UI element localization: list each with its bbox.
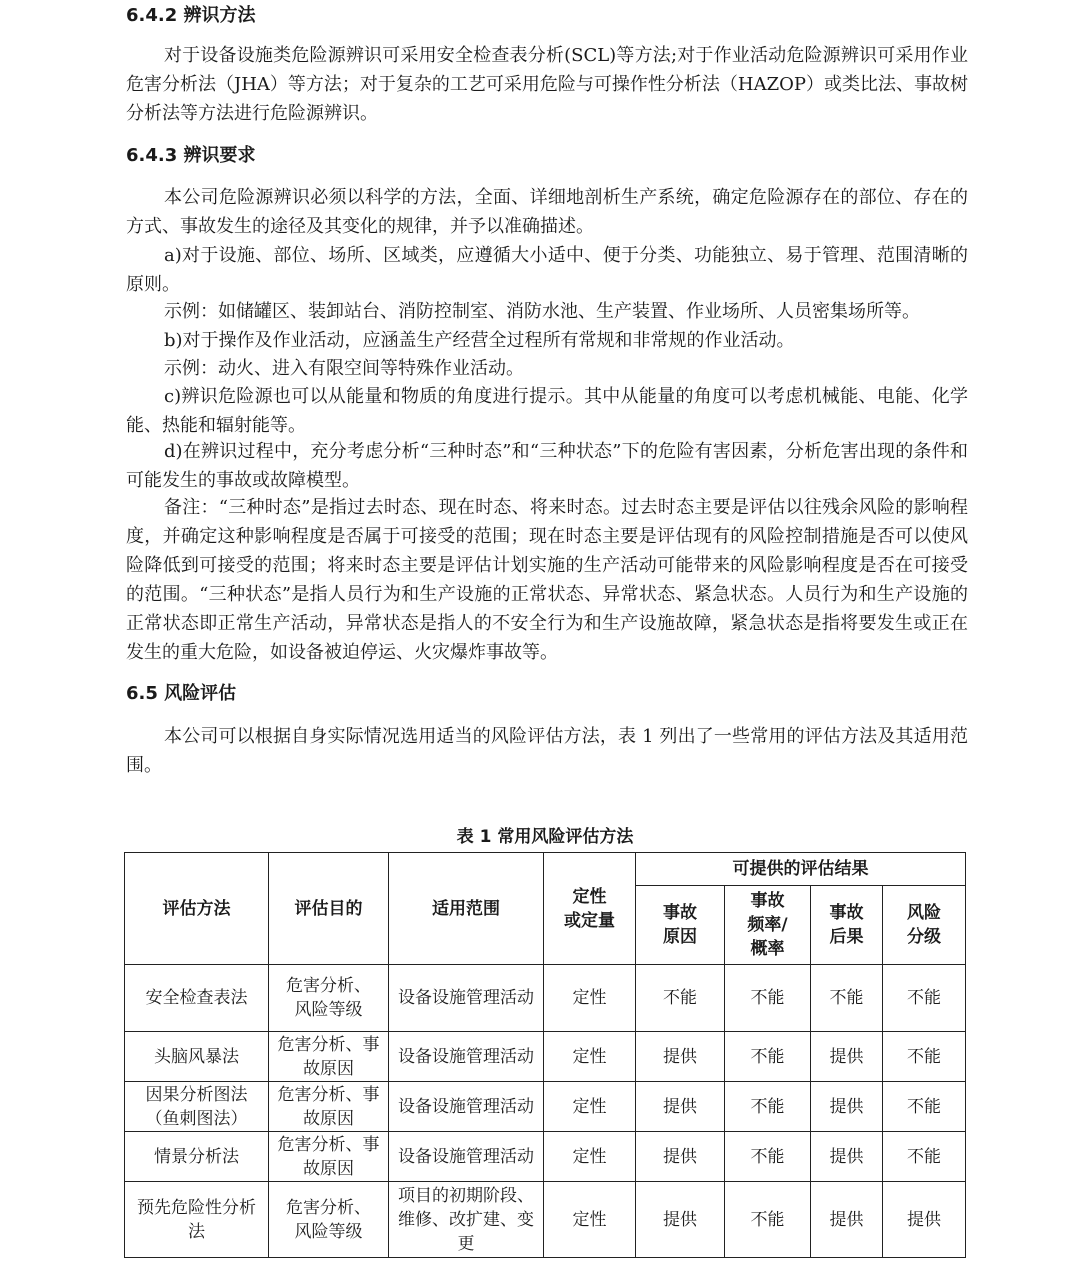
- paragraph-item-c: c)辨识危险源也可以从能量和物质的角度进行提示。其中从能量的角度可以考虑机械能、电能、化学能、热能和辐射能等。: [126, 386, 968, 436]
- cell-consequence: 不能: [811, 965, 883, 1032]
- risk-assessment-table: [124, 852, 966, 1258]
- cell-purpose: 危害分析、事 故原因: [269, 1132, 389, 1182]
- cell-scope: 设备设施管理活动: [389, 1082, 544, 1132]
- paragraph-risk-assessment: 本公司可以根据自身实际情况选用适当的风险评估方法，表 1 列出了一些常用的评估方法及其适用范围。: [126, 726, 968, 776]
- header-scope: 适用范围: [389, 853, 544, 965]
- cell-scope: 设备设施管理活动: [389, 1032, 544, 1082]
- cell-cause: 提供: [636, 1082, 725, 1132]
- paragraph-note: 备注：“三种时态”是指过去时态、现在时态、将来时态。过去时态主要是评估以往残余风险的影响程度，并确定这种影响程度是否属于可接受的范围；现在时态主要是评估现有的风险控制措施是否可以使风险降低到可接受的范围；将来时态主要是评估计划实施的生产活动可能带来的风险影响程度是否在可接受的范围。“三种状态”是指人员行为和生产设施的正常状态、异常状态、紧急状态。人员行为和生产设施的正常状态即正常生产活动，异常状态是指人的不安全行为和生产设施故障，紧急状态是指将要发生或正在发生的重大危险，如设备被迫停运、火灾爆炸事故等。: [126, 497, 968, 663]
- cell-risk-grade: 不能: [883, 1082, 966, 1132]
- paragraph-example-2: 示例：动火、进入有限空间等特殊作业活动。: [164, 358, 524, 379]
- cell-risk-grade: 不能: [883, 1032, 966, 1082]
- paragraph-example-1: 示例：如储罐区、装卸站台、消防控制室、消防水池、生产装置、作业场所、人员密集场所等。: [164, 301, 920, 322]
- cell-cause: 不能: [636, 965, 725, 1032]
- header-qualitative: 定性 或定量: [544, 853, 636, 965]
- header-risk-grade: 风险 分级: [883, 886, 966, 965]
- cell-cause: 提供: [636, 1182, 725, 1258]
- cell-risk-grade: 提供: [883, 1182, 966, 1258]
- paragraph-requirements-intro: 本公司危险源辨识必须以科学的方法，全面、详细地剖析生产系统，确定危险源存在的部位、存在的方式、事故发生的途径及其变化的规律，并予以准确描述。: [126, 187, 968, 237]
- table-caption: 表 1 常用风险评估方法: [456, 827, 634, 847]
- table-row: [125, 1082, 966, 1132]
- heading-6-5: 6.5 风险评估: [126, 683, 237, 704]
- heading-6-4-2: 6.4.2 辨识方法: [126, 5, 256, 26]
- cell-consequence: 提供: [811, 1132, 883, 1182]
- cell-method: 安全检查表法: [125, 965, 269, 1032]
- table-row: [125, 965, 966, 1032]
- cell-qualitative: 定性: [544, 1182, 636, 1258]
- cell-cause: 提供: [636, 1132, 725, 1182]
- cell-qualitative: 定性: [544, 1082, 636, 1132]
- cell-cause: 提供: [636, 1032, 725, 1082]
- cell-consequence: 提供: [811, 1082, 883, 1132]
- header-method: 评估方法: [125, 853, 269, 965]
- header-purpose: 评估目的: [269, 853, 389, 965]
- cell-frequency: 不能: [725, 1082, 811, 1132]
- cell-risk-grade: 不能: [883, 965, 966, 1032]
- table-row: [125, 1032, 966, 1082]
- cell-purpose: 危害分析、 风险等级: [269, 1182, 389, 1258]
- paragraph-item-b: b)对于操作及作业活动，应涵盖生产经营全过程所有常规和非常规的作业活动。: [164, 330, 795, 351]
- cell-frequency: 不能: [725, 965, 811, 1032]
- paragraph-identification-methods: 对于设备设施类危险源辨识可采用安全检查表分析(SCL)等方法;对于作业活动危险源辨识可采用作业危害分析法（JHA）等方法；对于复杂的工艺可采用危险与可操作性分析法（HAZOP）或类比法、事故树分析法等方法进行危险源辨识。: [126, 45, 968, 124]
- cell-consequence: 提供: [811, 1032, 883, 1082]
- cell-purpose: 危害分析、事 故原因: [269, 1032, 389, 1082]
- cell-purpose: 危害分析、事 故原因: [269, 1082, 389, 1132]
- paragraph-item-a: a)对于设施、部位、场所、区域类，应遵循大小适中、便于分类、功能独立、易于管理、范围清晰的原则。: [126, 245, 968, 295]
- cell-qualitative: 定性: [544, 1132, 636, 1182]
- cell-frequency: 不能: [725, 1182, 811, 1258]
- heading-6-4-3: 6.4.3 辨识要求: [126, 145, 256, 166]
- cell-scope: 设备设施管理活动: [389, 1132, 544, 1182]
- table-row: [125, 1132, 966, 1182]
- cell-scope: 设备设施管理活动: [389, 965, 544, 1032]
- cell-frequency: 不能: [725, 1132, 811, 1182]
- cell-method: 情景分析法: [125, 1132, 269, 1182]
- cell-method: 预先危险性分析 法: [125, 1182, 269, 1258]
- header-results: 可提供的评估结果: [636, 853, 966, 886]
- cell-purpose: 危害分析、 风险等级: [269, 965, 389, 1032]
- header-consequence: 事故 后果: [811, 886, 883, 965]
- cell-method: 头脑风暴法: [125, 1032, 269, 1082]
- cell-qualitative: 定性: [544, 965, 636, 1032]
- cell-consequence: 提供: [811, 1182, 883, 1258]
- cell-scope: 项目的初期阶段、 维修、改扩建、变 更: [389, 1182, 544, 1258]
- paragraph-item-d: d)在辨识过程中，充分考虑分析“三种时态”和“三种状态”下的危险有害因素，分析危害出现的条件和可能发生的事故或故障模型。: [126, 441, 968, 491]
- cell-qualitative: 定性: [544, 1032, 636, 1082]
- header-cause: 事故 原因: [636, 886, 725, 965]
- header-frequency: 事故 频率/ 概率: [725, 886, 811, 965]
- cell-risk-grade: 不能: [883, 1132, 966, 1182]
- table-row: [125, 1182, 966, 1258]
- cell-frequency: 不能: [725, 1032, 811, 1082]
- cell-method: 因果分析图法 （鱼刺图法）: [125, 1082, 269, 1132]
